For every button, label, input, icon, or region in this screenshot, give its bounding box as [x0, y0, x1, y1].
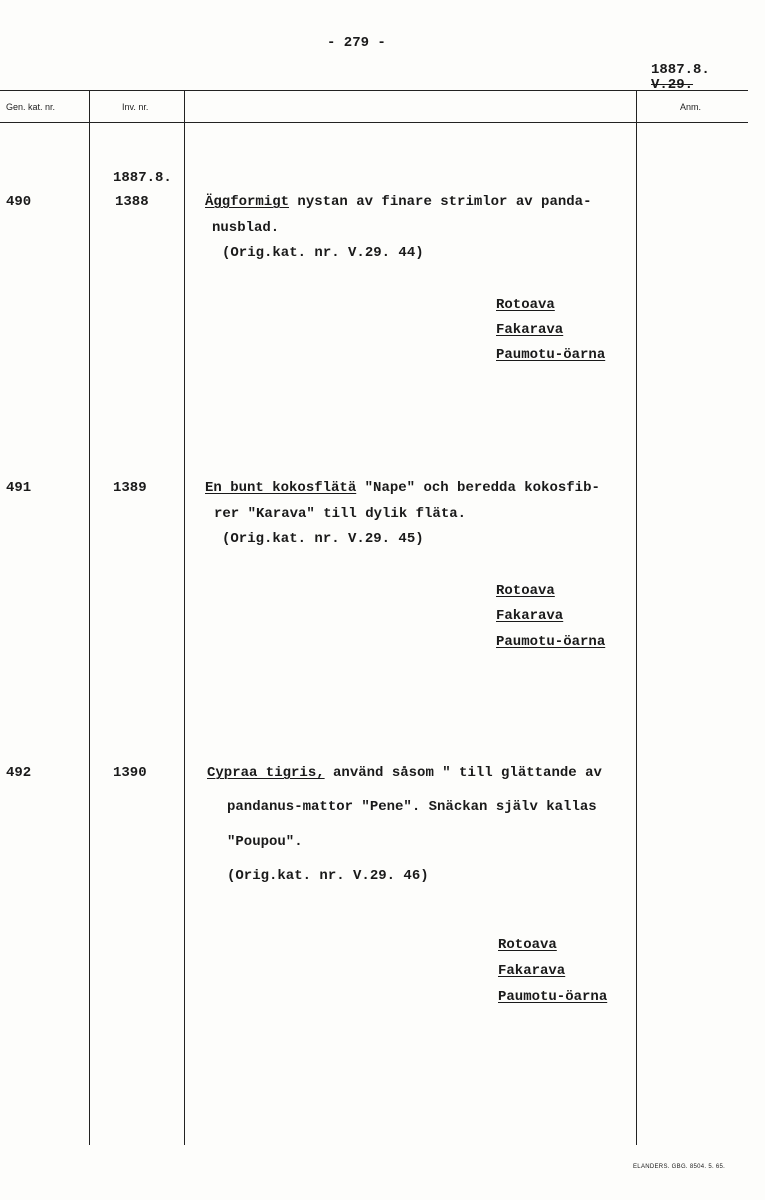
entry-492-location-1: Rotoava — [498, 937, 557, 953]
entry-490-location-2: Fakarava — [496, 322, 564, 338]
entry-492-location-2: Fakarava — [498, 963, 566, 979]
column-rule-3 — [636, 90, 637, 1145]
entry-491-line1-rest: "Nape" och beredda kokosfib- — [356, 480, 600, 496]
entry-491-line1 — [205, 480, 600, 496]
header-ref-year: 1887.8. — [651, 62, 710, 78]
column-header-anm: Anm. — [680, 102, 702, 112]
column-header-gen-kat-nr: Gen. kat. nr. — [6, 102, 56, 112]
entry-491-inv-nr: 1389 — [113, 480, 147, 496]
entry-490-inv-nr: 1388 — [115, 194, 149, 210]
column-rule-1 — [89, 90, 90, 1145]
entry-492-location-3: Paumotu-öarna — [498, 989, 608, 1005]
entry-490-gen-nr: 490 — [6, 194, 32, 210]
entry-492-line1-rest: använd såsom " till glättande av — [324, 765, 602, 781]
entry-492-title: Cypraa tigris, — [207, 765, 325, 781]
entry-492-line2: pandanus-mattor "Pene". Snäckan själv kallas — [227, 799, 597, 815]
entry-490-line1 — [205, 194, 591, 210]
column-rule-2 — [184, 90, 185, 1145]
entry-490-line1-rest: nystan av finare strimlor av panda- — [289, 194, 592, 210]
entry-490-location-1: Rotoava — [496, 297, 555, 313]
entry-492-line3: "Poupou". — [227, 834, 303, 850]
entry-491-location-1: Rotoava — [496, 583, 555, 599]
header-ref-code: V.29. — [651, 77, 694, 93]
page-number: - 279 - — [327, 35, 386, 51]
entry-491-line2: rer "Karava" till dylik fläta. — [214, 506, 467, 522]
entry-491-title: En bunt kokosflätä — [205, 480, 357, 496]
entry-492-line1 — [207, 765, 602, 781]
entry-492-orig: (Orig.kat. nr. V.29. 46) — [227, 868, 429, 884]
entry-490-title: Äggformigt — [205, 194, 290, 210]
entry-490-orig: (Orig.kat. nr. V.29. 44) — [222, 245, 424, 261]
column-header-inv-nr: Inv. nr. — [122, 102, 149, 112]
entry-491-orig: (Orig.kat. nr. V.29. 45) — [222, 531, 424, 547]
year-label: 1887.8. — [113, 170, 172, 186]
entry-491-location-3: Paumotu-öarna — [496, 634, 606, 650]
entry-491-location-2: Fakarava — [496, 608, 564, 624]
entry-491-gen-nr: 491 — [6, 480, 32, 496]
printer-footer: ELANDERS. GBG. 8504. 5. 65. — [633, 1164, 726, 1170]
entry-490-line2: nusblad. — [212, 220, 280, 236]
entry-490-location-3: Paumotu-öarna — [496, 347, 606, 363]
entry-492-inv-nr: 1390 — [113, 765, 147, 781]
entry-492-gen-nr: 492 — [6, 765, 32, 781]
